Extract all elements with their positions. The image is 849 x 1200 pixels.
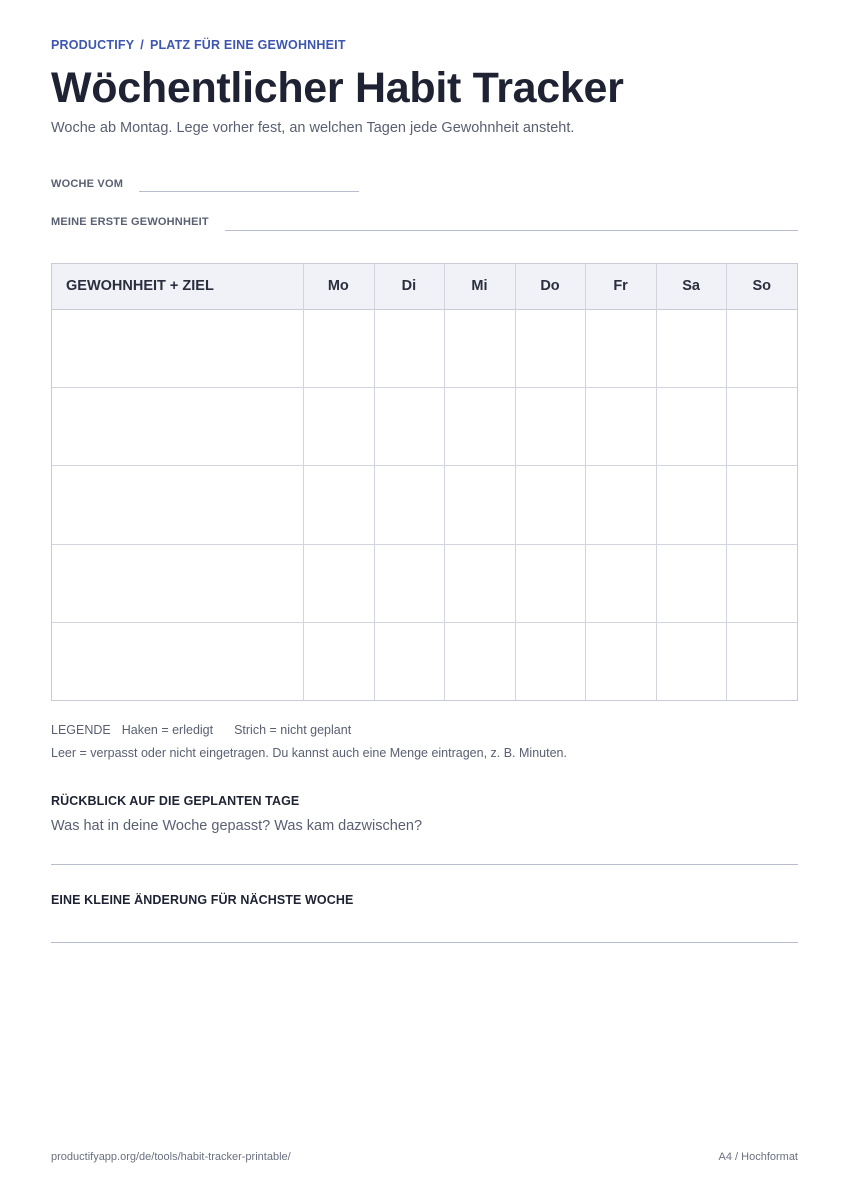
day-check-cell[interactable] bbox=[515, 465, 586, 543]
day-check-cell[interactable] bbox=[444, 622, 515, 700]
day-check-cell[interactable] bbox=[303, 465, 374, 543]
day-check-cell[interactable] bbox=[444, 544, 515, 622]
day-check-cell[interactable] bbox=[303, 622, 374, 700]
day-check-cell[interactable] bbox=[656, 622, 727, 700]
change-heading: EINE KLEINE ÄNDERUNG FÜR NÄCHSTE WOCHE bbox=[51, 893, 354, 907]
legend-done: Haken = erledigt bbox=[121, 723, 214, 737]
day-check-cell[interactable] bbox=[515, 544, 586, 622]
legend-not-planned: Strich = nicht geplant bbox=[234, 723, 352, 737]
review-writing-line[interactable] bbox=[51, 864, 798, 865]
legend-label: LEGENDE bbox=[51, 723, 111, 737]
habit-cell[interactable] bbox=[52, 622, 303, 700]
footer-format: A4 / Hochformat bbox=[718, 1151, 798, 1163]
eyebrow-breadcrumb bbox=[51, 38, 346, 52]
column-header-day: Di bbox=[401, 278, 417, 294]
day-check-cell[interactable] bbox=[374, 622, 445, 700]
column-header-day: Mo bbox=[327, 278, 349, 294]
day-check-cell[interactable] bbox=[585, 622, 656, 700]
day-check-cell[interactable] bbox=[585, 309, 656, 387]
legend-note: Leer = verpasst oder nicht eingetragen. Du kannst auch eine Menge eintragen, z. B. Minuten. bbox=[51, 746, 567, 760]
day-check-cell[interactable] bbox=[585, 544, 656, 622]
first-habit-label: MEINE ERSTE GEWOHNHEIT bbox=[51, 216, 209, 228]
day-check-cell[interactable] bbox=[303, 387, 374, 465]
day-check-cell[interactable] bbox=[374, 387, 445, 465]
habit-cell[interactable] bbox=[52, 387, 303, 465]
breadcrumb-separator: / bbox=[140, 38, 144, 52]
day-check-cell[interactable] bbox=[656, 544, 727, 622]
day-check-cell[interactable] bbox=[585, 465, 656, 543]
review-prompt: Was hat in deine Woche gepasst? Was kam dazwischen? bbox=[51, 818, 423, 834]
first-habit-field[interactable] bbox=[225, 230, 798, 231]
day-check-cell[interactable] bbox=[444, 309, 515, 387]
day-check-cell[interactable] bbox=[515, 622, 586, 700]
day-check-cell[interactable] bbox=[374, 309, 445, 387]
week-start-field[interactable] bbox=[139, 191, 359, 192]
week-start-label: WOCHE VOM bbox=[51, 178, 124, 190]
day-check-cell[interactable] bbox=[726, 309, 797, 387]
day-check-cell[interactable] bbox=[656, 387, 727, 465]
day-check-cell[interactable] bbox=[726, 465, 797, 543]
column-header-day: Fr bbox=[613, 278, 628, 294]
page-subtitle: Woche ab Montag. Lege vorher fest, an welchen Tagen jede Gewohnheit ansteht. bbox=[51, 120, 575, 136]
day-check-cell[interactable] bbox=[515, 309, 586, 387]
day-check-cell[interactable] bbox=[515, 387, 586, 465]
day-check-cell[interactable] bbox=[303, 309, 374, 387]
column-header-day: So bbox=[752, 278, 771, 294]
legend-line bbox=[51, 723, 351, 737]
day-check-cell[interactable] bbox=[374, 465, 445, 543]
day-check-cell[interactable] bbox=[656, 465, 727, 543]
printable-page bbox=[51, 0, 798, 1200]
day-check-cell[interactable] bbox=[444, 387, 515, 465]
day-check-cell[interactable] bbox=[726, 387, 797, 465]
habit-cell[interactable] bbox=[52, 309, 303, 387]
column-header-habit: GEWOHNHEIT + ZIEL bbox=[66, 278, 214, 294]
habit-cell[interactable] bbox=[52, 544, 303, 622]
change-writing-line[interactable] bbox=[51, 942, 798, 943]
column-header-day: Mi bbox=[471, 278, 488, 294]
day-check-cell[interactable] bbox=[303, 544, 374, 622]
day-check-cell[interactable] bbox=[656, 309, 727, 387]
habit-tracker-table bbox=[51, 263, 798, 701]
review-heading: RÜCKBLICK AUF DIE GEPLANTEN TAGE bbox=[51, 794, 300, 808]
table-header-row bbox=[52, 264, 797, 310]
day-check-cell[interactable] bbox=[444, 465, 515, 543]
footer-url: productifyapp.org/de/tools/habit-tracker-printable/ bbox=[51, 1151, 291, 1163]
page-title: Wöchentlicher Habit Tracker bbox=[51, 64, 624, 112]
day-check-cell[interactable] bbox=[585, 387, 656, 465]
column-header-day: Sa bbox=[682, 278, 700, 294]
day-check-cell[interactable] bbox=[726, 622, 797, 700]
section-name: PLATZ FÜR EINE GEWOHNHEIT bbox=[149, 38, 346, 52]
brand-name: PRODUCTIFY bbox=[51, 38, 135, 52]
day-check-cell[interactable] bbox=[726, 544, 797, 622]
day-check-cell[interactable] bbox=[374, 544, 445, 622]
column-header-day: Do bbox=[540, 278, 560, 294]
habit-cell[interactable] bbox=[52, 465, 303, 543]
